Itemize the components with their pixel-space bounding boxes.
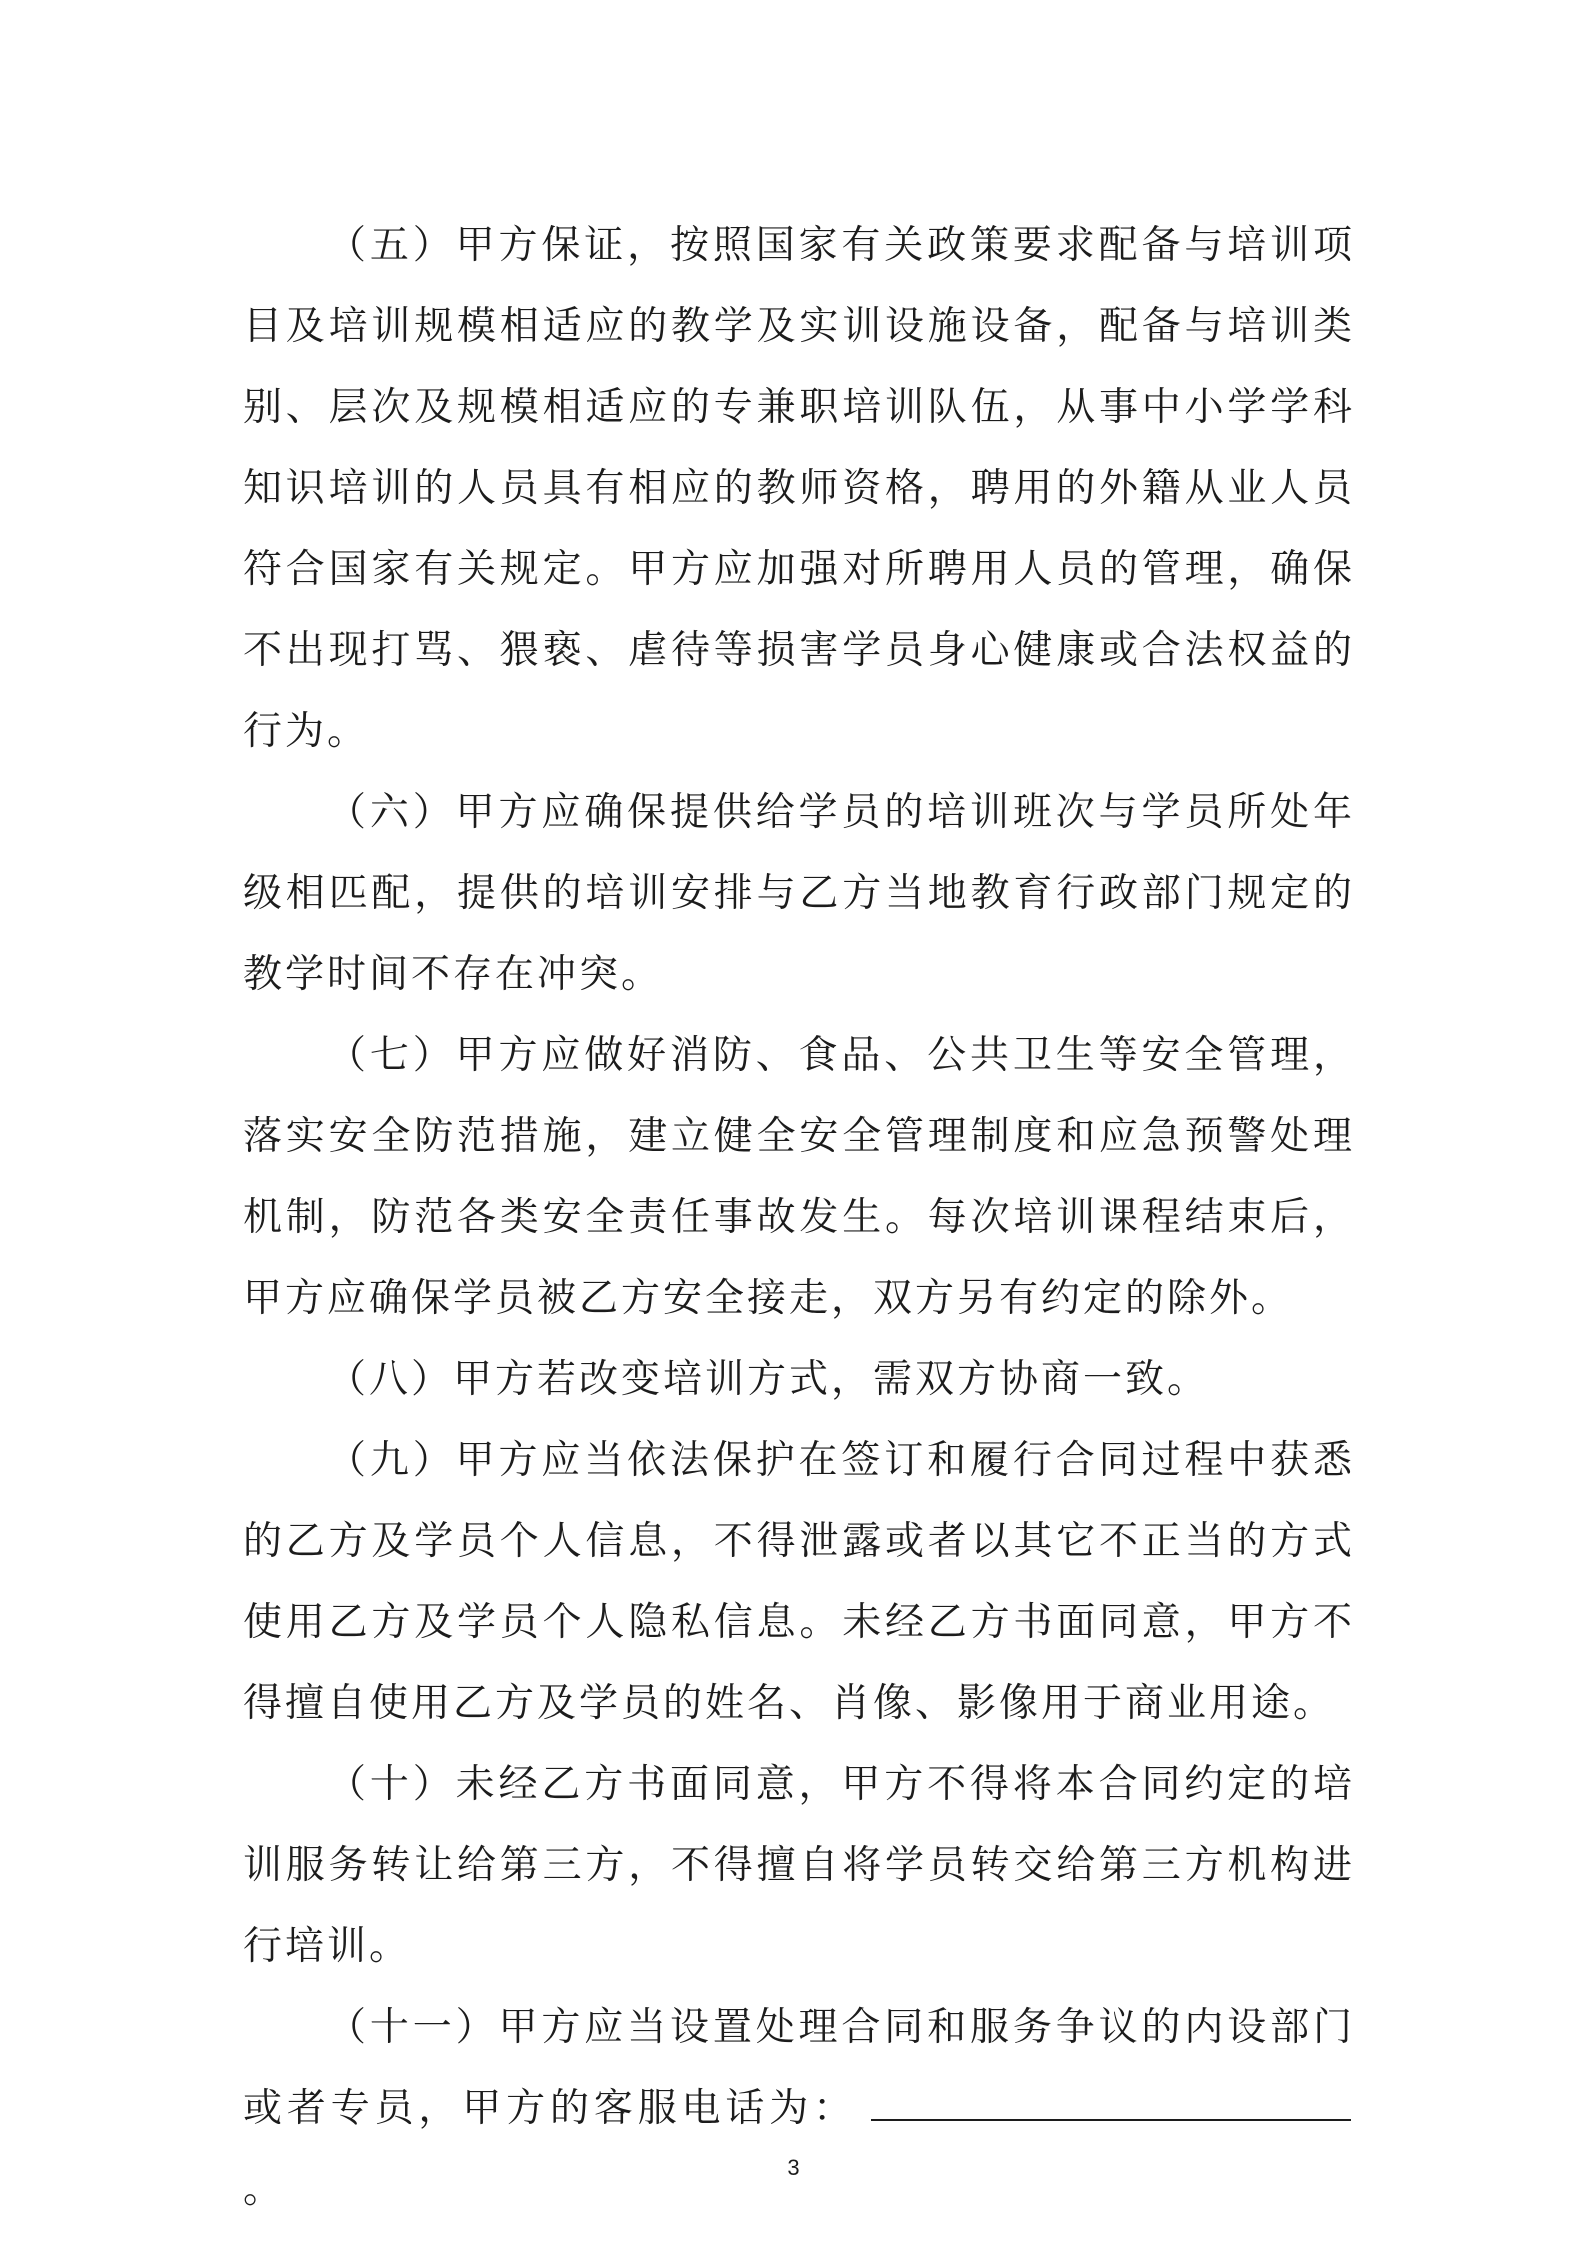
clause-9: （九）甲方应当依法保护在签订和履行合同过程中获悉的乙方及学员个人信息，不得泄露或者以其它不正当的方式使用乙方及学员个人隐私信息。未经乙方书面同意，甲方不得擅自使用乙方及学员的姓名、肖像、影像用于商业用途。 xyxy=(243,1438,1355,1726)
contract-body xyxy=(243,205,1355,2230)
clause-11 xyxy=(243,1987,1355,2230)
clause-6: （六）甲方应确保提供给学员的培训班次与学员所处年级相匹配，提供的培训安排与乙方当地教育行政部门规定的教学时间不存在冲突。 xyxy=(243,790,1355,997)
clause-7: （七）甲方应做好消防、食品、公共卫生等安全管理，落实安全防范措施，建立健全安全管理制度和应急预警处理机制，防范各类安全责任事故发生。每次培训课程结束后，甲方应确保学员被乙方安全接走，双方另有约定的除外。 xyxy=(243,1033,1355,1321)
clause-11-text: （十一）甲方应当设置处理合同和服务争议的内设部门或者专员，甲方的客服电话为： xyxy=(243,2005,1355,2131)
clause-11-end: 。 xyxy=(243,2167,286,2212)
phone-blank-field[interactable] xyxy=(871,2073,1351,2121)
clause-10: （十）未经乙方书面同意，甲方不得将本合同约定的培训服务转让给第三方，不得擅自将学员转交给第三方机构进行培训。 xyxy=(243,1762,1355,1969)
clause-8: （八）甲方若改变培训方式，需双方协商一致。 xyxy=(327,1357,1210,1402)
clause-5: （五）甲方保证，按照国家有关政策要求配备与培训项目及培训规模相适应的教学及实训设施设备，配备与培训类别、层次及规模相适应的专兼职培训队伍，从事中小学学科知识培训的人员具有相应的教师资格，聘用的外籍从业人员符合国家有关规定。甲方应加强对所聘用人员的管理，确保不出现打骂、猥亵、虐待等损害学员身心健康或合法权益的行为。 xyxy=(243,223,1355,754)
page-number: 3 xyxy=(787,2155,800,2180)
